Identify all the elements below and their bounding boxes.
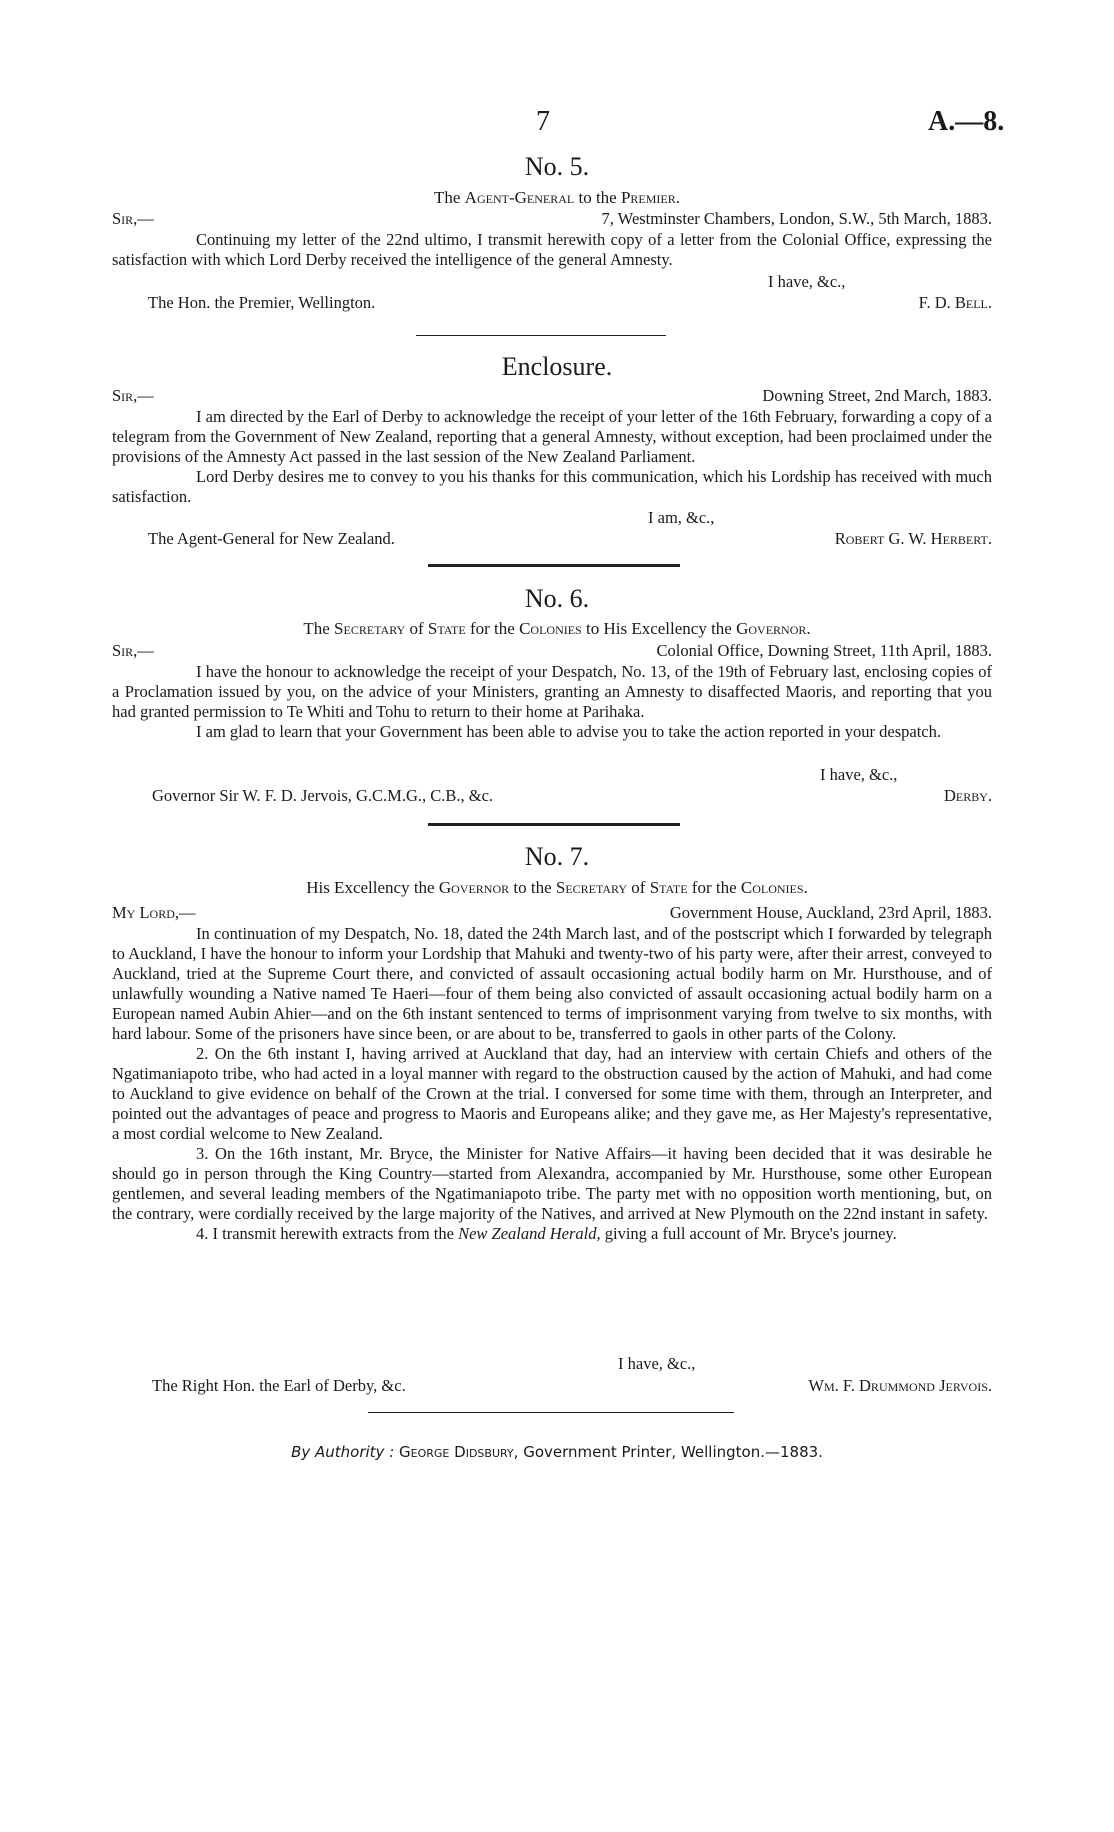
newspaper-title: New Zealand Herald, xyxy=(458,1224,601,1243)
divider xyxy=(428,564,680,567)
paragraph: 2. On the 6th instant I, having arrived at Auckland that day, had an interview with certain Chiefs and others of the Ngatimaniapoto tribe, who had acted in a loyal manner with regard to the obstruction caused by the action of Mahuki, and had come to Auckland to give evidence on behalf of the Crown at the trial. I conversed for some time with them, through an Interpreter, and pointed out the advantages of peace and progress to Maoris and Europeans alike; and they gave me, as Her Majesty's representative, a most cordial welcome to New Zealand. xyxy=(112,1044,992,1143)
enclosure-address: Downing Street, 2nd March, 1883. xyxy=(762,386,992,405)
paragraph: I am directed by the Earl of Derby to acknowledge the receipt of your letter of the 16th February, forwarding a copy of a telegram from the Government of New Zealand, reporting that a general Amnesty, without exception, had been proclaimed under the provisions of the Amnesty Act passed in the last session of the New Zealand Parliament. xyxy=(112,407,992,466)
letter-6-address: Colonial Office, Downing Street, 11th April, 1883. xyxy=(656,641,992,660)
letter-number-5: No. 5. xyxy=(524,152,590,181)
letter-5-signature: F. D. Bell. xyxy=(918,293,992,312)
letter-number-6: No. 6. xyxy=(524,584,590,613)
divider xyxy=(428,823,680,826)
enclosure-recipient: The Agent-General for New Zealand. xyxy=(148,529,395,548)
letter-5-subtitle: The Agent-General to the Premier. xyxy=(433,188,681,207)
letter-7-address: Government House, Auckland, 23rd April, 1883. xyxy=(669,903,992,922)
letter-6-recipient: Governor Sir W. F. D. Jervois, G.C.M.G., C.B., &c. xyxy=(152,786,494,805)
letter-5-address: 7, Westminster Chambers, London, S.W., 5th March, 1883. xyxy=(601,209,992,228)
paragraph: I have the honour to acknowledge the receipt of your Despatch, No. 13, of the 19th of February last, enclosing copies of a Proclamation issued by you, on the advice of your Ministers, granting an Amnesty to disaffected Maoris, and reporting that you had granted permission to Te Whiti and Tohu to return to their home at Parihaka. xyxy=(112,662,992,721)
page-number: 7 xyxy=(536,106,550,137)
paragraph: I am glad to learn that your Government has been able to advise you to take the action reported in your despatch. xyxy=(196,722,942,741)
enclosure-signature: Robert G. W. Herbert. xyxy=(834,529,992,548)
document-reference: A.—8. xyxy=(928,106,1005,137)
letter-7-body xyxy=(112,924,992,1244)
letter-6-salutation: Sir,— xyxy=(112,641,154,660)
paragraph: 4. I transmit herewith extracts from the New Zealand Herald, giving a full account of Mr. Bryce's journey. xyxy=(196,1224,897,1243)
enclosure-closing: I am, &c., xyxy=(648,508,715,527)
divider xyxy=(416,335,666,336)
paragraph: Continuing my letter of the 22nd ultimo, I transmit herewith copy of a letter from the Colonial Office, expressing the satisfaction with which Lord Derby received the intelligence of the general Amnesty. xyxy=(112,230,992,269)
letter-7-subtitle: His Excellency the Governor to the Secretary of State for the Colonies. xyxy=(306,878,808,897)
paragraph: 3. On the 16th instant, Mr. Bryce, the Minister for Native Affairs—it having been decided that it was desirable he should go in person through the King Country—started from Alexandra, accompanied by Mr. Hursthouse, some other European gentlemen, and several leading members of the Ngatimaniapoto tribe. The party met with no opposition worth mentioning, but, on the contrary, were cordially received by the large majority of the Natives, and arrived at New Plymouth on the 22nd instant in safety. xyxy=(112,1144,992,1223)
letter-7-salutation: My Lord,— xyxy=(112,903,196,922)
letter-6-closing: I have, &c., xyxy=(820,765,898,784)
printer-imprint: By Authority : George Didsbury, Government Printer, Wellington.—1883. xyxy=(291,1443,823,1461)
letter-5-closing: I have, &c., xyxy=(768,272,846,291)
divider xyxy=(368,1412,734,1413)
enclosure-salutation: Sir,— xyxy=(112,386,154,405)
paragraph: Lord Derby desires me to convey to you his thanks for this communication, which his Lordship has received with much satisfaction. xyxy=(112,467,992,506)
letter-7-signature: Wm. F. Drummond Jervois. xyxy=(808,1376,992,1395)
letter-5-body xyxy=(112,230,992,270)
letter-5-salutation: Sir,— xyxy=(112,209,154,228)
letter-number-7: No. 7. xyxy=(524,842,590,871)
letter-6-signature: Derby. xyxy=(943,786,992,805)
enclosure-heading: Enclosure. xyxy=(501,352,613,381)
letter-7-recipient: The Right Hon. the Earl of Derby, &c. xyxy=(152,1376,406,1395)
letter-7-closing: I have, &c., xyxy=(618,1354,696,1373)
paragraph: In continuation of my Despatch, No. 18, dated the 24th March last, and of the postscript which I forwarded by telegraph to Auckland, I have the honour to inform your Lordship that Mahuki and twenty-two of his party were, after their arrest, conveyed to Auckland, tried at the Supreme Court there, and convicted of assault occasioning actual bodily harm on Mr. Hursthouse, and of unlawfully wounding a Native named Te Haeri—four of them being also convicted of assault occasioning actual bodily harm on a European named Aubin Ahier—and on the 6th instant sentenced to terms of imprisonment varying from twelve to six months, with hard labour. Some of the prisoners have since been, or are about to be, transferred to gaols in other parts of the Colony. xyxy=(112,924,992,1043)
enclosure-body xyxy=(112,407,992,507)
letter-5-recipient: The Hon. the Premier, Wellington. xyxy=(148,293,376,312)
letter-6-body xyxy=(112,662,992,742)
letter-6-subtitle: The Secretary of State for the Colonies to His Excellency the Governor. xyxy=(303,619,811,638)
